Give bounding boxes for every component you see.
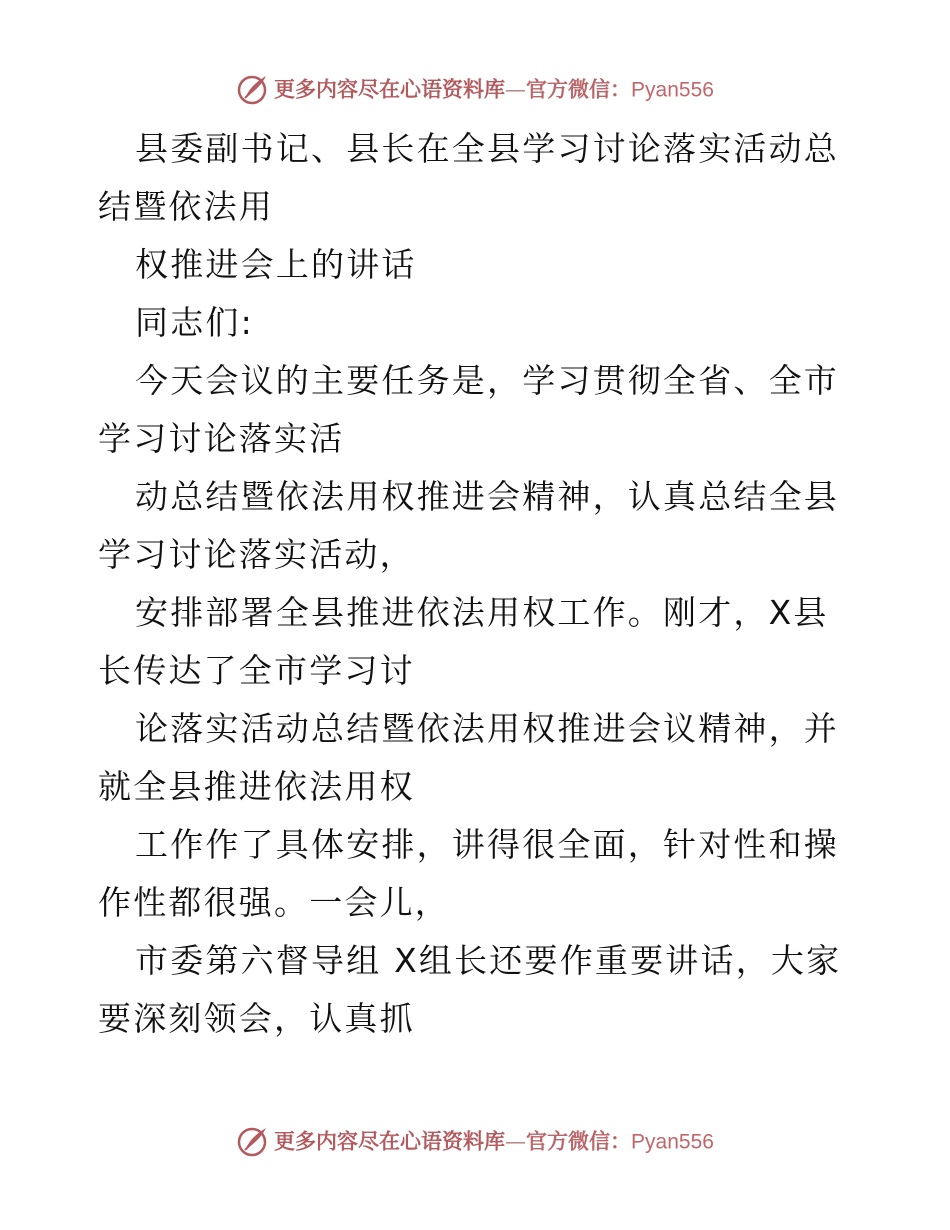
document-paragraph: 同志们:	[135, 303, 254, 342]
document-paragraph: 权推进会上的讲话	[135, 245, 417, 284]
quill-pen-logo-icon	[236, 72, 270, 106]
header-watermark-banner	[0, 74, 950, 108]
watermark-site-text: 更多内容尽在心语资料库	[274, 76, 506, 102]
watermark-wechat-id: Pyan556	[631, 1130, 714, 1154]
document-paragraph: 动总结暨依法用权推进会精神，认真总结全县学习讨论落实活动，	[98, 477, 839, 574]
document-paragraph: 安排部署全县推进依法用权工作。刚才，X县长传达了全市学习讨	[98, 593, 829, 690]
watermark-wechat-label: 官方微信：	[526, 1128, 632, 1154]
watermark-site-text: 更多内容尽在心语资料库	[274, 1128, 506, 1154]
document-paragraph: 今天会议的主要任务是，学习贯彻全省、全市学习讨论落实活	[98, 361, 839, 458]
footer-watermark-banner	[0, 1126, 950, 1160]
document-paragraph: 工作作了具体安排，讲得很全面，针对性和操作性都很强。一会儿，	[98, 825, 839, 922]
quill-pen-logo-icon	[236, 1124, 270, 1158]
watermark-separator: —	[505, 1129, 527, 1154]
document-paragraph: 市委第六督导组 X组长还要作重要讲话，大家要深刻领会，认真抓	[98, 941, 842, 1038]
watermark-wechat-label: 官方微信：	[526, 76, 632, 102]
document-paragraph: 论落实活动总结暨依法用权推进会议精神，并就全县推进依法用权	[98, 709, 839, 806]
document-body	[98, 120, 856, 1048]
watermark-separator: —	[505, 77, 527, 102]
document-paragraph: 县委副书记、县长在全县学习讨论落实活动总结暨依法用	[98, 129, 839, 226]
watermark-wechat-id: Pyan556	[631, 78, 714, 102]
